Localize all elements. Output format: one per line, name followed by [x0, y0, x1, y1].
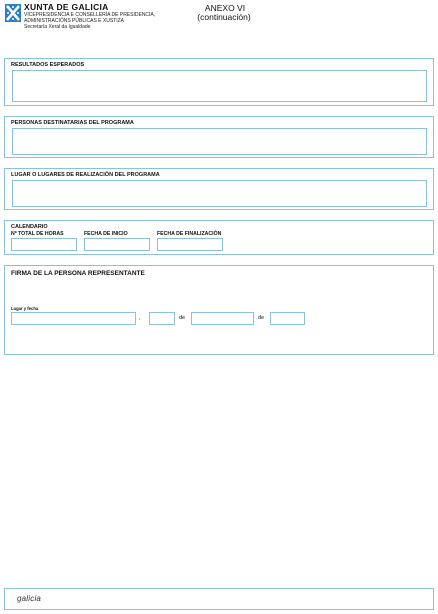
horas-label: Nº TOTAL DE HORAS: [11, 231, 64, 237]
galicia-brand-logo: galicia: [17, 594, 42, 603]
lugar-fecha-label: Lugar y fecha: [11, 306, 39, 311]
org-line-2: ADMINISTRACIÓNS PÚBLICAS E XUSTIZA: [24, 18, 125, 24]
resultados-field[interactable]: [12, 70, 427, 102]
inicio-field[interactable]: [84, 238, 150, 251]
org-line-1: VICEPRESIDENCIA E CONSELLERÍA DE PRESIDENCIA,: [24, 12, 156, 18]
personas-field[interactable]: [12, 128, 427, 155]
anio-field[interactable]: [270, 312, 305, 325]
mes-field[interactable]: [191, 312, 254, 325]
dia-field[interactable]: [149, 312, 175, 325]
de-separator-1: de: [179, 315, 186, 321]
fin-label: FECHA DE FINALIZACIÓN: [157, 231, 222, 237]
horas-field[interactable]: [11, 238, 77, 251]
footer-bar: [4, 588, 434, 610]
resultados-section: [4, 58, 434, 106]
org-line-3: Secretaría Xeral da Igualdade: [24, 24, 91, 30]
lugar-field[interactable]: [12, 180, 427, 207]
xunta-logo-icon: [5, 4, 21, 22]
comma-separator: ,: [139, 315, 141, 321]
de-separator-2: de: [258, 315, 265, 321]
lugar-section: [4, 168, 434, 210]
inicio-label: FECHA DE INICIO: [84, 231, 128, 237]
personas-label: PERSONAS DESTINATARIAS DEL PROGRAMA: [11, 120, 134, 126]
lugar-label: LUGAR O LUGARES DE REALIZACIÓN DEL PROGRAMA: [11, 172, 160, 178]
annex-title: ANEXO VI: [204, 3, 246, 13]
calendario-label: CALENDARIO: [11, 224, 48, 230]
fin-field[interactable]: [157, 238, 223, 251]
org-name: XUNTA DE GALICIA: [24, 2, 109, 12]
calendario-section: [4, 220, 434, 255]
firma-section: [4, 265, 434, 355]
firma-title: FIRMA DE LA PERSONA REPRESENTANTE: [11, 270, 145, 277]
resultados-label: RESULTADOS ESPERADOS: [11, 62, 85, 68]
lugar-firma-field[interactable]: [11, 312, 136, 325]
annex-subtitle: (continuación): [197, 12, 251, 22]
personas-section: [4, 116, 434, 158]
